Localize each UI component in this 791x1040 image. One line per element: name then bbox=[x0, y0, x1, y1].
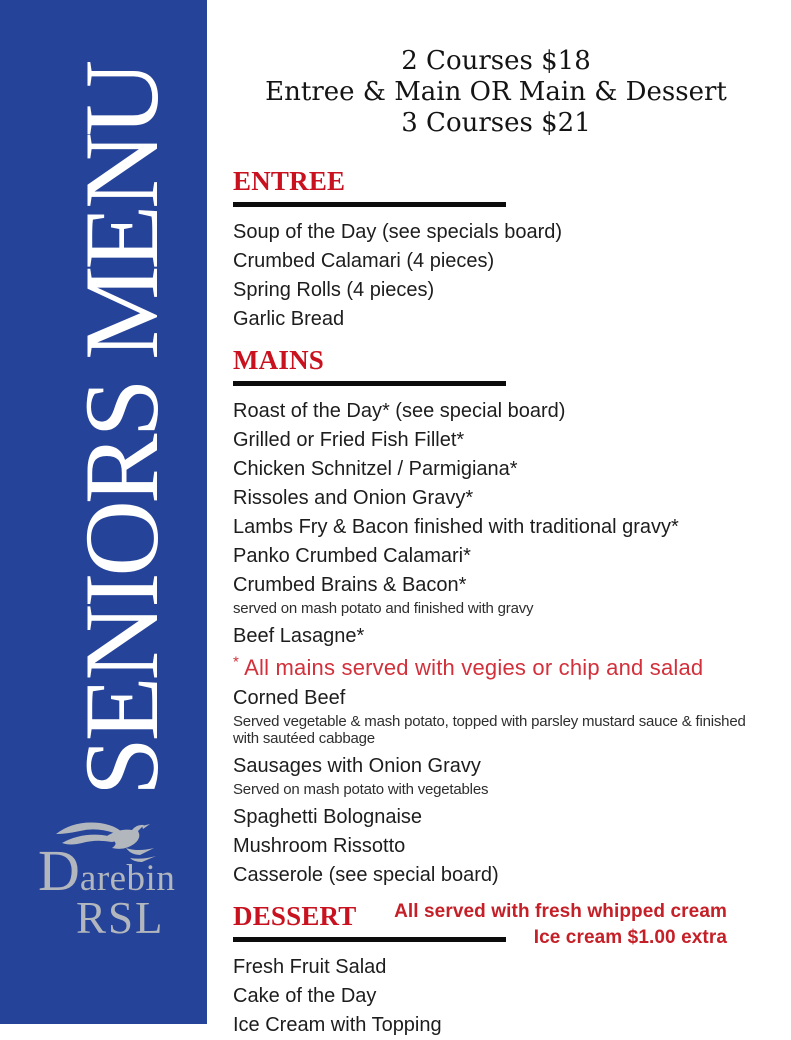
menu-item-description: served on mash potato and finished with gravy bbox=[233, 600, 534, 617]
menu-item: Ice Cream with Topping bbox=[233, 1014, 442, 1036]
menu-item: Lambs Fry & Bacon finished with traditional gravy* bbox=[233, 516, 679, 538]
menu-item: Panko Crumbed Calamari* bbox=[233, 545, 471, 567]
menu-item: Fresh Fruit Salad bbox=[233, 956, 387, 978]
asterisk: * bbox=[233, 653, 240, 671]
menu-item: Sausages with Onion Gravy bbox=[233, 755, 481, 777]
menu-item: Spaghetti Bolognaise bbox=[233, 806, 423, 828]
sidebar bbox=[0, 0, 207, 1024]
menu-item: Chicken Schnitzel / Parmigiana* bbox=[233, 458, 518, 480]
menu-item: Roast of the Day* (see special board) bbox=[233, 400, 566, 422]
menu-item: Crumbed Brains & Bacon* bbox=[233, 574, 467, 596]
section-title: ENTREE bbox=[233, 166, 346, 196]
dessert-note-line-2: Ice cream $1.00 extra bbox=[533, 927, 727, 948]
logo-initial: D bbox=[38, 838, 80, 903]
menu-item: Grilled or Fried Fish Fillet* bbox=[233, 429, 465, 451]
section-underline bbox=[233, 381, 506, 386]
menu-item-description: Served vegetable & mash potato, topped with parsley mustard sauce & finished with sautéed cabbage bbox=[233, 713, 746, 747]
menu-item: Mushroom Rissotto bbox=[233, 835, 406, 857]
dessert-note bbox=[394, 899, 727, 951]
section-title: MAINS bbox=[233, 345, 325, 375]
darebin-rsl-logo bbox=[32, 818, 187, 941]
menu-item: Cake of the Day bbox=[233, 985, 377, 1007]
mains-note: * All mains served with vegies or chip and salad bbox=[233, 653, 704, 680]
section-underline bbox=[233, 202, 506, 207]
logo-rest: arebin bbox=[79, 858, 176, 899]
pricing-line-1: 2 Courses $18 bbox=[401, 46, 591, 76]
menu-item: Garlic Bread bbox=[233, 308, 345, 330]
menu-item: Corned Beef bbox=[233, 687, 346, 709]
menu-section-mains bbox=[233, 345, 781, 890]
menu-item: Beef Lasagne* bbox=[233, 625, 365, 647]
menu-section-entree bbox=[233, 166, 781, 334]
menu-item: Casserole (see special board) bbox=[233, 864, 499, 886]
pricing-line-2: Entree & Main OR Main & Dessert bbox=[265, 77, 727, 107]
menu-vertical-title: SENIORS MENU bbox=[63, 63, 180, 797]
section-title: DESSERT bbox=[233, 901, 357, 931]
menu-item: Crumbed Calamari (4 pieces) bbox=[233, 250, 495, 272]
menu-item-description: Served on mash potato with vegetables bbox=[233, 781, 489, 798]
menu-item: Spring Rolls (4 pieces) bbox=[233, 279, 435, 301]
pricing-line-3: 3 Courses $21 bbox=[401, 108, 591, 138]
logo-wordmark bbox=[32, 838, 187, 903]
menu-item: Rissoles and Onion Gravy* bbox=[233, 487, 474, 509]
pricing-header bbox=[218, 46, 774, 139]
logo-rsl: RSL bbox=[76, 893, 165, 943]
dessert-note-line-1: All served with fresh whipped cream bbox=[394, 901, 727, 922]
menu-item: Soup of the Day (see specials board) bbox=[233, 221, 563, 243]
